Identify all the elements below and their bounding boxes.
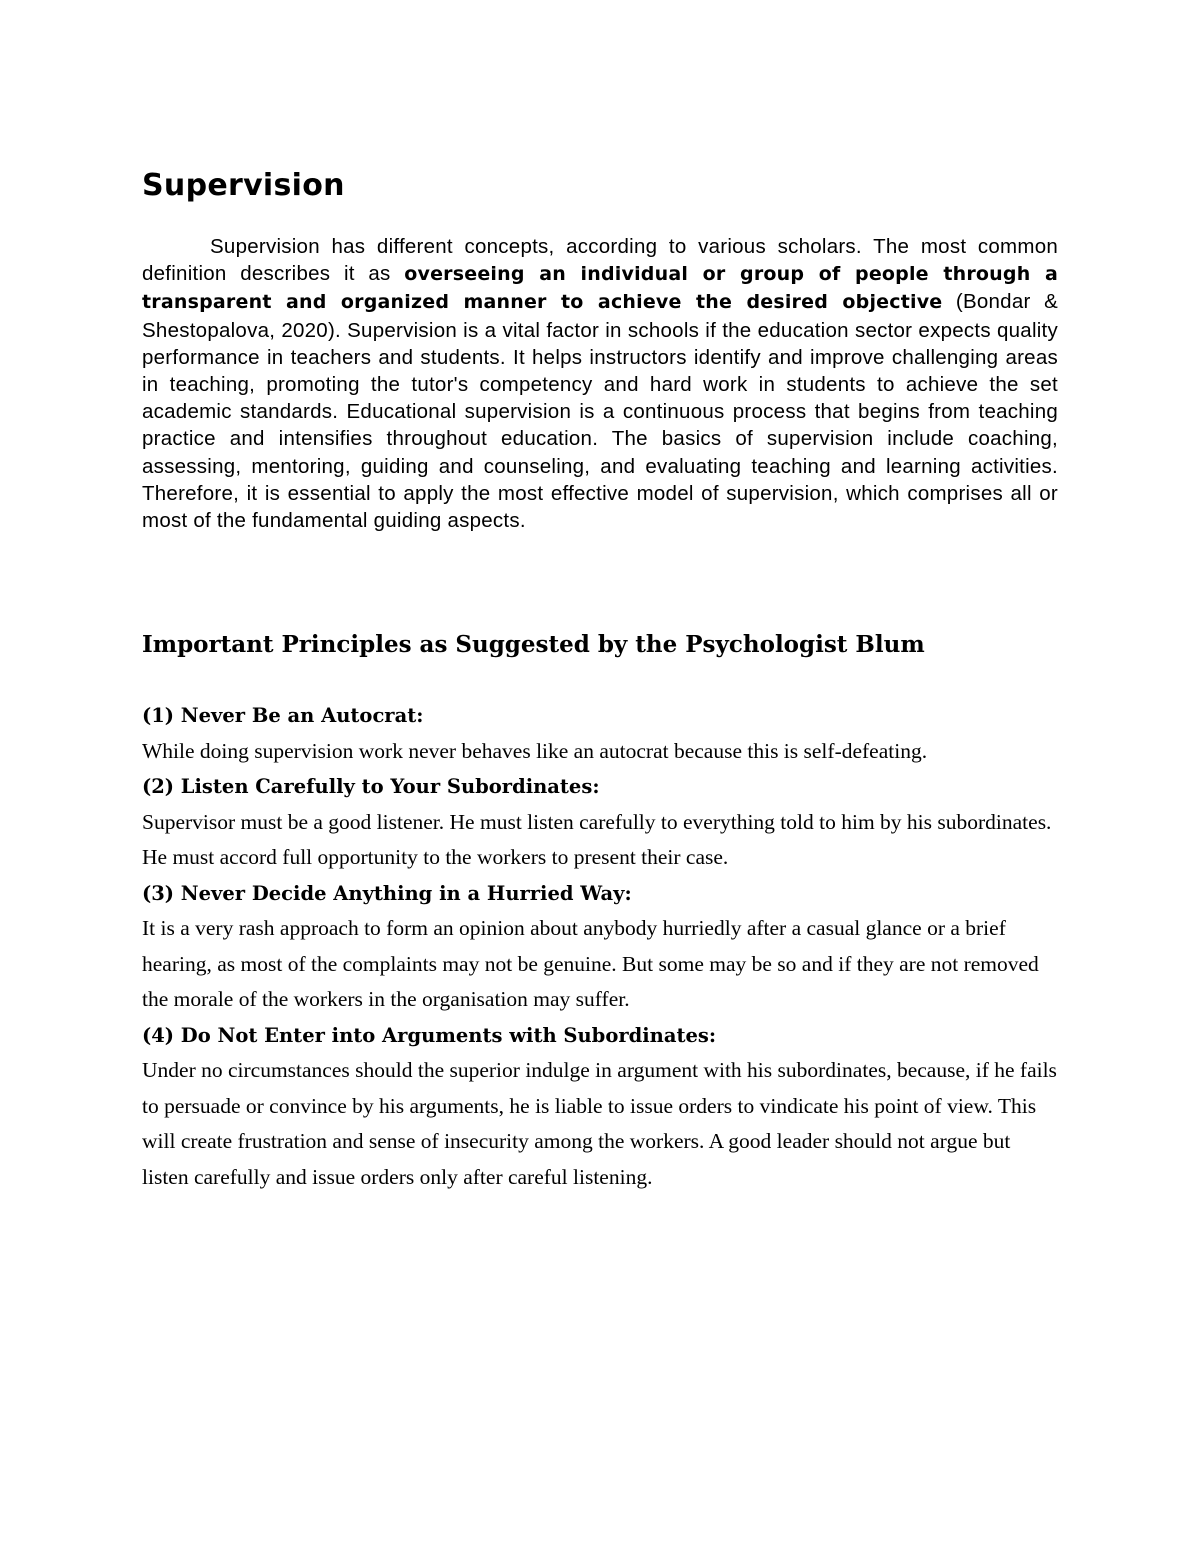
principle-title: (2) Listen Carefully to Your Subordinates: [142, 775, 600, 799]
intro-text-before: Supervision has different concepts, according to various scholars. The most common definition describes it as [142, 235, 1058, 286]
intro-text-after: (Bondar & Shestopalova, 2020). Supervision is a vital factor in schools if the education sector expects quality performance in teachers and students. It helps instructors identify and improve challenging areas in teaching, promoting the tutor's competency and hard work in students to achieve the set academic standards. Educational supervision is a continuous process that begins from teaching practice and intensifies throughout education. The basics of supervision include coaching, assessing, mentoring, guiding and counseling, and evaluating teaching and learning activities. Therefore, it is essential to apply the most effective model of supervision, which comprises all or most of the fundamental guiding aspects. [142, 290, 1058, 533]
principle-item [142, 698, 1058, 769]
principles-heading: Important Principles as Suggested by the Psychologist Blum [142, 631, 925, 659]
document-title: Supervision [142, 168, 345, 203]
principle-item [142, 1018, 1058, 1196]
principle-body: While doing supervision work never behaves like an autocrat because this is self-defeating. [142, 738, 928, 763]
principle-body: It is a very rash approach to form an opinion about anybody hurriedly after a casual glance or a brief hearing, as most of the complaints may not be genuine. But some may be so and if they are not removed the morale of the workers in the organisation may suffer. [142, 916, 1039, 1012]
intro-emphasis: overseeing an individual or group of people through a transparent and organized manner to achieve the desired objective [142, 263, 1059, 314]
principle-body: Under no circumstances should the superior indulge in argument with his subordinates, because, if he fails to persuade or convince by his arguments, he is liable to issue orders to vindicate his point of view. This will create frustration and sense of insecurity among the workers. A good leader should not argue but listen carefully and issue orders only after careful listening. [142, 1058, 1057, 1189]
principle-title: (3) Never Decide Anything in a Hurried Way: [142, 881, 632, 905]
principle-item [142, 876, 1058, 1018]
document-page [142, 165, 1058, 1195]
intro-paragraph [142, 233, 1058, 534]
principle-title: (4) Do Not Enter into Arguments with Subordinates: [142, 1023, 717, 1047]
principle-item [142, 769, 1058, 876]
principle-title: (1) Never Be an Autocrat: [142, 704, 424, 728]
principles-list [142, 698, 1058, 1195]
principle-body: Supervisor must be a good listener. He must listen carefully to everything told to him by his subordinates. He must accord full opportunity to the workers to present their case. [142, 809, 1052, 870]
